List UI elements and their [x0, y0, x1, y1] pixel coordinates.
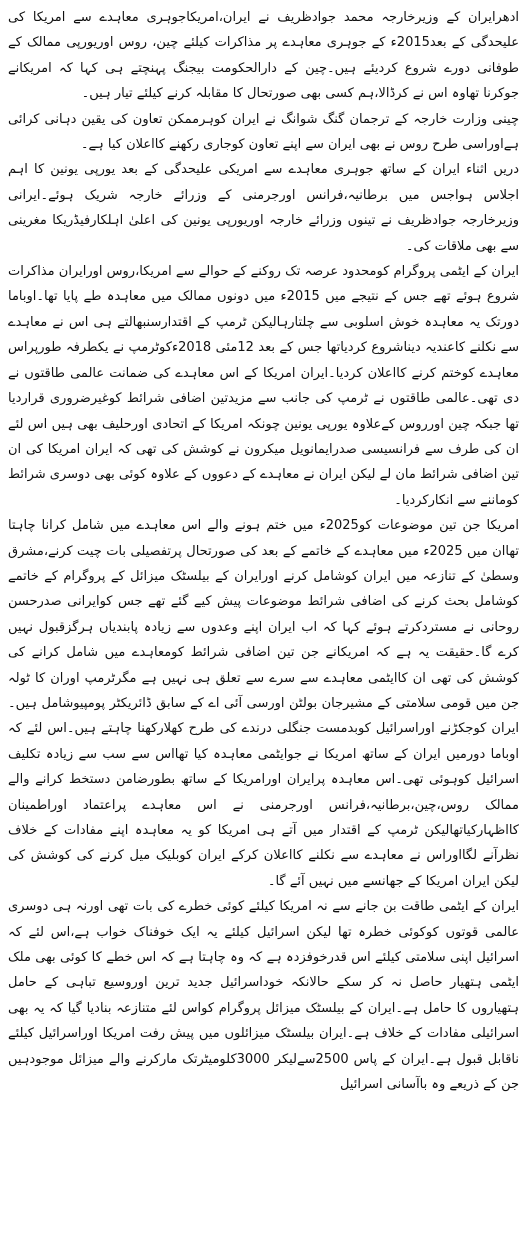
article-paragraph-2: چینی وزارت خارجہ کے ترجمان گنگ شوانگ نے ایران کوہرممکن تعاون کی یقین دہانی کرائی ہےاوراسی طرح روس نے بھی ایران سے اپنے تعاون کوجاری رکھنے کااعلان کیا ہے۔ — [8, 111, 519, 153]
article-paragraph-6: ایران کے ایٹمی طاقت بن جانے سے نہ امریکا کیلئے کوئی خطرے کی بات تھی اورنہ ہی دوسری عالمی قوتوں کوکوئی خطرہ تھا لیکن اسرائیل کیلئے یہ ایک خوفناک خواب ہے،اس لئے کہ اسرائیل اپنی سلامتی کیلئے اس قدرخوفزدہ ہے کہ وہ چاہتا ہے کہ اس خطے کا کوئی بھی ملک ایٹمی ہتھیار حاصل نہ کر سکے حالانکہ خوداسرائیل جدید ترین اوروسیع تباہی کے حامل ہتھیاروں کا حامل ہے۔ایران کے بیلسٹک میزائل پروگرام کواس لئے متنازعہ بنادیا گیا کہ یہ بھی اسرائیلی مفادات کے خلاف ہے۔ایران بیلسٹک میزائلوں میں پیش رفت امریکا اوراسرائیل کیلئے ناقابل قبول ہے۔ایران کے پاس 2500سےلیکر 3000کلومیٹرتک مارکرنے والے میزائل موجودہیں جن کے ذریعے وہ باآسانی اسرائیل — [8, 899, 519, 1093]
article-paragraph-3: دریں اثناء ایران کے ساتھ جوہری معاہدے سے امریکی علیحدگی کے بعد یورپی یونین کا اہم اجلاس ہواجس میں برطانیہ،فرانس اورجرمنی کے وزرائے خارجہ شریک ہوئے۔ایرانی وزیرخارجہ جوادظریف نے تینوں وزرائے خارجہ اوریورپی یونین کی اعلیٰ اہلکارفیڈریکا مغرینی سے بھی ملاقات کی۔ — [8, 162, 519, 254]
article-paragraph-5: امریکا جن تین موضوعات کو2025ء میں ختم ہونے والے اس معاہدے میں شامل کرانا چاہتا تھاان میں 2025ء میں معاہدے کے خاتمے کے بعد کی صورتحال پرتفصیلی بات چیت کرنے،مشرق وسطیٰ کے تنازعہ میں ایران کوشامل کرنے اورایران کے بیلسٹک میزائل کے پروگرام کے خاتمے کوشامل بحث کرنے کی اضافی شرائط موضوعات پیش کیے گئے تھے جس کوایرانی صدرحسن روحانی نے مستردکرتے ہوئے کہا کہ اب ایران اپنے وعدوں سے زیادہ پابندیاں ہرگزقبول نہیں کرے گا۔حقیقت یہ ہے کہ امریکانے جن تین اضافی شرائط کومعاہدے میں شامل کرانے کی کوشش کی تھی ان کاایٹمی معاہدے سے سرے سے تعلق ہی نہیں ہے مگرٹرمپ اوران کا ٹولہ جن میں قومی سلامتی کے مشیرجان بولٹن اورسی آئی اے کے سابق ڈائریکٹر پومپیوشامل ہیں۔ایران کوجکڑنے اوراسرائیل کوبدمست جنگلی درندے کی طرح کھلارکھنا چاہتے ہیں۔اس لئے کہ اوباما دورمیں ایران کے ساتھ امریکا نے جوایٹمی معاہدہ کیا تھااس سے سب سے زیادہ تکلیف اسرائیل کوہوئی تھی۔اس معاہدہ پرایران اورامریکا کے ساتھ بطورضامن دستخط کرانے والے ممالک روس،چین،برطانیہ،فرانس اورجرمنی نے اس معاہدے پراعتماد اوراطمینان کااظہارکیاتھالیکن ٹرمپ کے اقتدار میں آتے ہی امریکا کو یہ معاہدہ اپنے مفادات کے خلاف نظرآنے لگااوراس نے معاہدے سے نکلنے کااعلان کرکے ایران کوبلیک میل کرنے کی کوشش کی لیکن ایران امریکا کے جھانسے میں نہیں آئے گا۔ — [8, 518, 519, 889]
article-paragraph-1: ادھرایران کے وزیرخارجہ محمد جوادظریف نے ایران،امریکاجوہری معاہدے سے امریکا کی علیحدگی کے بعد2015ء کے جوہری معاہدے پر مذاکرات کیلئے چین، روس اوریورپی ممالک کے طوفانی دورے شروع کردیئے ہیں۔چین کے دارالحکومت بیجنگ پہنچتے ہی کہا کہ امریکانے جوکرنا تھاوہ اس نے کرڈالا،ہم کسی بھی صورتحال کا مقابلہ کرنے کیلئے تیار ہیں۔ — [8, 10, 519, 102]
article-paragraph-4: ایران کے ایٹمی پروگرام کومحدود عرصہ تک روکنے کے حوالے سے امریکا،روس اورایران مذاکرات شروع ہوئے تھے جس کے نتیجے میں 2015ء میں دونوں ممالک میں معاہدہ طے پایا تھا۔اوباما دورتک یہ معاہدہ خوش اسلوبی سے چلتارہالیکن ٹرمپ کے اقتدارسنبھالتے ہی اس نے معاہدے سے نکلنے کاعندیہ دیناشروع کردیاتھا جس کے بعد 12مئی 2018ءکوٹرمپ نے یکطرفہ طورپراس معاہدے کوختم کرنے کااعلان کردیا۔ایران امریکا کے اس معاہدے کی ضمانت عالمی طاقتوں نے دی تھی۔عالمی طاقتوں نے ٹرمپ کی جانب سے مزیدتین اضافی شرائط کوغیرضروری قراردیا تھا جبکہ چین اورروس کےعلاوہ یورپی یونین چونکہ امریکا کے اتحادی اورحلیف بھی ہیں اس لئے ان کی طرف سے فرانسیسی صدرایمانویل میکرون نے کوشش کی تھی کہ ایران امریکا کی ان تین اضافی شرائط مان لے لیکن ایران نے معاہدے کے دعووں کے علاوہ کوئی بھی دوسری شرائط کوماننے سے انکارکردیا۔ — [8, 264, 520, 508]
